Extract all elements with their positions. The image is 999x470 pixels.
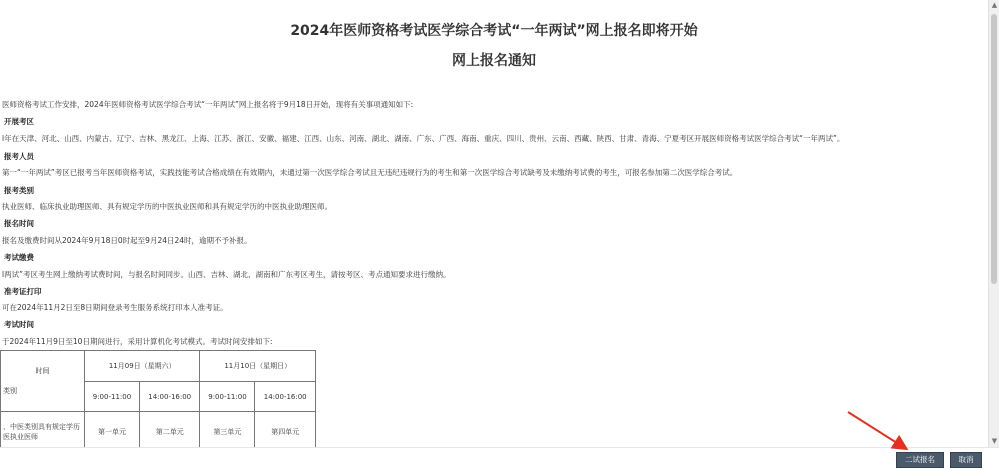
corner-category-label: 类别 xyxy=(3,387,17,395)
section-text-exam-time: 于2024年11月9日至10日期间进行，采用计算机化考试模式。考试时间安排如下: xyxy=(2,337,273,346)
section-text-registration-time: 报名及缴费时间从2024年9月18日0时起至9月24日24时，逾期不予补报。 xyxy=(2,236,252,245)
day-header-cell: 11月10日（星期日） xyxy=(200,351,316,382)
section-heading-registration-time: 报名时间 xyxy=(4,219,34,228)
vertical-scrollbar[interactable] xyxy=(988,0,999,447)
table-corner-cell xyxy=(1,351,85,412)
slot-header-cell: 14:00-16:00 xyxy=(255,382,316,412)
second-registration-button[interactable]: 二试报名 xyxy=(896,452,944,468)
page-subtitle: 网上报名通知 xyxy=(452,53,536,69)
cancel-button[interactable]: 取消 xyxy=(950,452,982,468)
section-text-admission-ticket: 可在2024年11月2日至8日期间登录考生服务系统打印本人准考证。 xyxy=(2,303,228,312)
section-heading-exam-time: 考试时间 xyxy=(4,320,34,329)
table-row xyxy=(1,351,316,382)
section-text-categories: 执业医师、临床执业助理医师、具有规定学历的中医执业医师和具有规定学历的中医执业助理医师。 xyxy=(2,202,332,211)
table-cell: 第一单元 xyxy=(85,412,140,448)
corner-time-label: 时间 xyxy=(35,367,50,375)
category-cell: 、中医类别具有规定学历医执业医师 xyxy=(1,412,85,448)
table-row xyxy=(1,412,316,448)
slot-header-cell: 9:00-11:00 xyxy=(200,382,255,412)
table-cell: 第三单元 xyxy=(200,412,255,448)
slot-header-cell: 14:00-16:00 xyxy=(139,382,200,412)
section-heading-categories: 报考类别 xyxy=(4,186,34,195)
day-header-cell: 11月09日（星期六） xyxy=(85,351,200,382)
scroll-down-icon[interactable]: ▼ xyxy=(991,437,998,445)
scrollbar-thumb[interactable] xyxy=(991,14,997,284)
section-heading-exam-areas: 开展考区 xyxy=(4,117,34,126)
section-heading-applicants: 报考人员 xyxy=(4,152,34,161)
section-text-payment: l两试”考区考生网上缴纳考试费时间，与报名时间同步。山西、吉林、湖北、湖南和广东考区考生，请按考区、考点通知要求进行缴纳。 xyxy=(2,270,451,279)
intro-text: 医师资格考试工作安排，2024年医师资格考试医学综合考试“一年两试”网上报名将于9月18日开始，现将有关事项通知如下: xyxy=(2,100,414,109)
scroll-up-icon[interactable]: ▲ xyxy=(991,1,998,9)
section-text-exam-areas: l年在天津、河北、山西、内蒙古、辽宁、吉林、黑龙江、上海、江苏、浙江、安徽、福建、江西、山东、河南、湖北、湖南、广东、广西、海南、重庆、四川、贵州、云南、西藏、陕西、甘肃、青海、宁夏考区开展医师资格考试医学综合考试“一年两试”。 xyxy=(2,134,845,143)
table-cell: 第四单元 xyxy=(255,412,316,448)
table-cell: 第二单元 xyxy=(139,412,200,448)
page-title: 2024年医师资格考试医学综合考试“一年两试”网上报名即将开始 xyxy=(290,23,698,39)
exam-schedule-table xyxy=(0,350,316,447)
slot-header-cell: 9:00-11:00 xyxy=(85,382,140,412)
section-heading-payment: 考试缴费 xyxy=(4,253,34,262)
section-text-applicants: 第一“一年两试”考区已报考当年医师资格考试，实践技能考试合格成绩在有效期内，未通过第一次医学综合考试且无违纪违规行为的考生和第一次医学综合考试缺考及未缴纳考试费的考生，可报名参加第二次医学综合考试。 xyxy=(2,168,738,177)
dialog-footer xyxy=(0,447,999,470)
section-heading-admission-ticket: 准考证打印 xyxy=(4,287,42,296)
